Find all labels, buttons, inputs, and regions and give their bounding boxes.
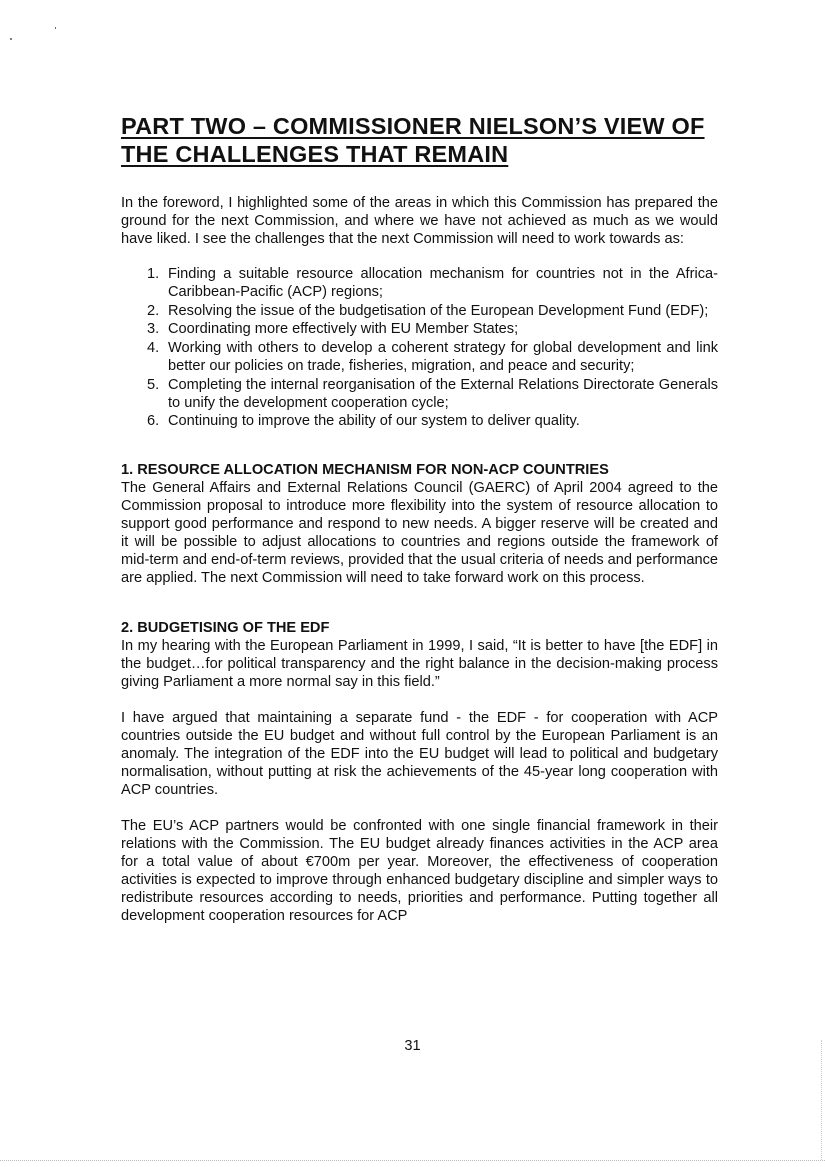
list-item-text: Continuing to improve the ability of our system to deliver quality. [168,413,580,430]
scan-speck [10,38,12,40]
section-2-paragraph: In my hearing with the European Parliament in 1999, I said, “It is better to have [the EDF] in the budget…for political transparency and the right balance in the decision-making process giving Parliament a more normal say in this field.” [121,638,718,691]
list-item-text: Working with others to develop a coherent strategy for global development and link better our policies on trade, fisheries, migration, and peace and security; [168,340,718,374]
list-item [147,303,718,321]
scan-line [0,1160,825,1162]
list-item [147,377,718,413]
list-item [147,340,718,376]
list-item-number: 3. [147,321,160,338]
section-1-heading: 1. RESOURCE ALLOCATION MECHANISM FOR NON-ACP COUNTRIES [121,462,609,479]
page-content [121,112,718,943]
page-number: 31 [404,1038,421,1054]
list-item-text: Coordinating more effectively with EU Member States; [168,321,519,338]
scan-speck [55,27,56,29]
list-item-number: 5. [147,376,160,393]
list-item-number: 4. [147,340,160,357]
list-item-number: 6. [147,413,160,430]
list-item [147,266,718,302]
list-item-text: Completing the internal reorganisation of the External Relations Directorate Generals to unify the development cooperation cycle; [168,376,718,411]
list-item-text: Finding a suitable resource allocation mechanism for countries not in the Africa-Caribbean-Pacific (ACP) regions; [168,266,718,300]
list-item [147,413,718,431]
section-1-body: The General Affairs and External Relations Council (GAERC) of April 2004 agreed to the Commission proposal to introduce more flexibility into the system of resource allocation to support good performance and respond to new needs. A bigger reserve will be created and it will be possible to adjust allocations to countries and regions outside the framework of mid-term and end-of-term reviews, provided that the usual criteria of needs and performance are applied. The next Commission will need to take forward work on this process. [121,480,719,587]
section-2-heading: 2. BUDGETISING OF THE EDF [121,620,330,637]
challenges-list [121,266,718,431]
list-item [147,321,718,339]
list-item-number: 2. [147,302,160,319]
section-2-paragraph: I have argued that maintaining a separate fund - the EDF - for cooperation with ACP countries outside the EU budget and without full control by the European Parliament is an anomaly. The integration of the EDF into the EU budget will lead to political and budgetary normalisation, without putting at risk the achievements of the 45-year long cooperation with ACP countries. [121,710,718,799]
page-title: PART TWO – COMMISSIONER NIELSON’S VIEW OF THE CHALLENGES THAT REMAIN [121,113,705,167]
list-item-text: Resolving the issue of the budgetisation of the European Development Fund (EDF); [168,302,709,319]
section-2-paragraph: The EU’s ACP partners would be confronted with one single financial framework in their relations with the Commission. The EU budget already finances activities in the ACP area for a total value of about €700m per year. Moreover, the effectiveness of cooperation activities is expected to improve through enhanced budgetary discipline and simpler ways to redistribute resources according to needs, priorities and performance. Putting together all development cooperation resources for ACP [121,818,718,925]
intro-paragraph: In the foreword, I highlighted some of the areas in which this Commission has prepared the ground for the next Commission, and where we have not achieved as much as we would have liked. I see the challenges that the next Commission will need to work towards as: [121,195,718,247]
list-item-number: 1. [147,266,160,282]
scan-edge [821,1040,823,1160]
